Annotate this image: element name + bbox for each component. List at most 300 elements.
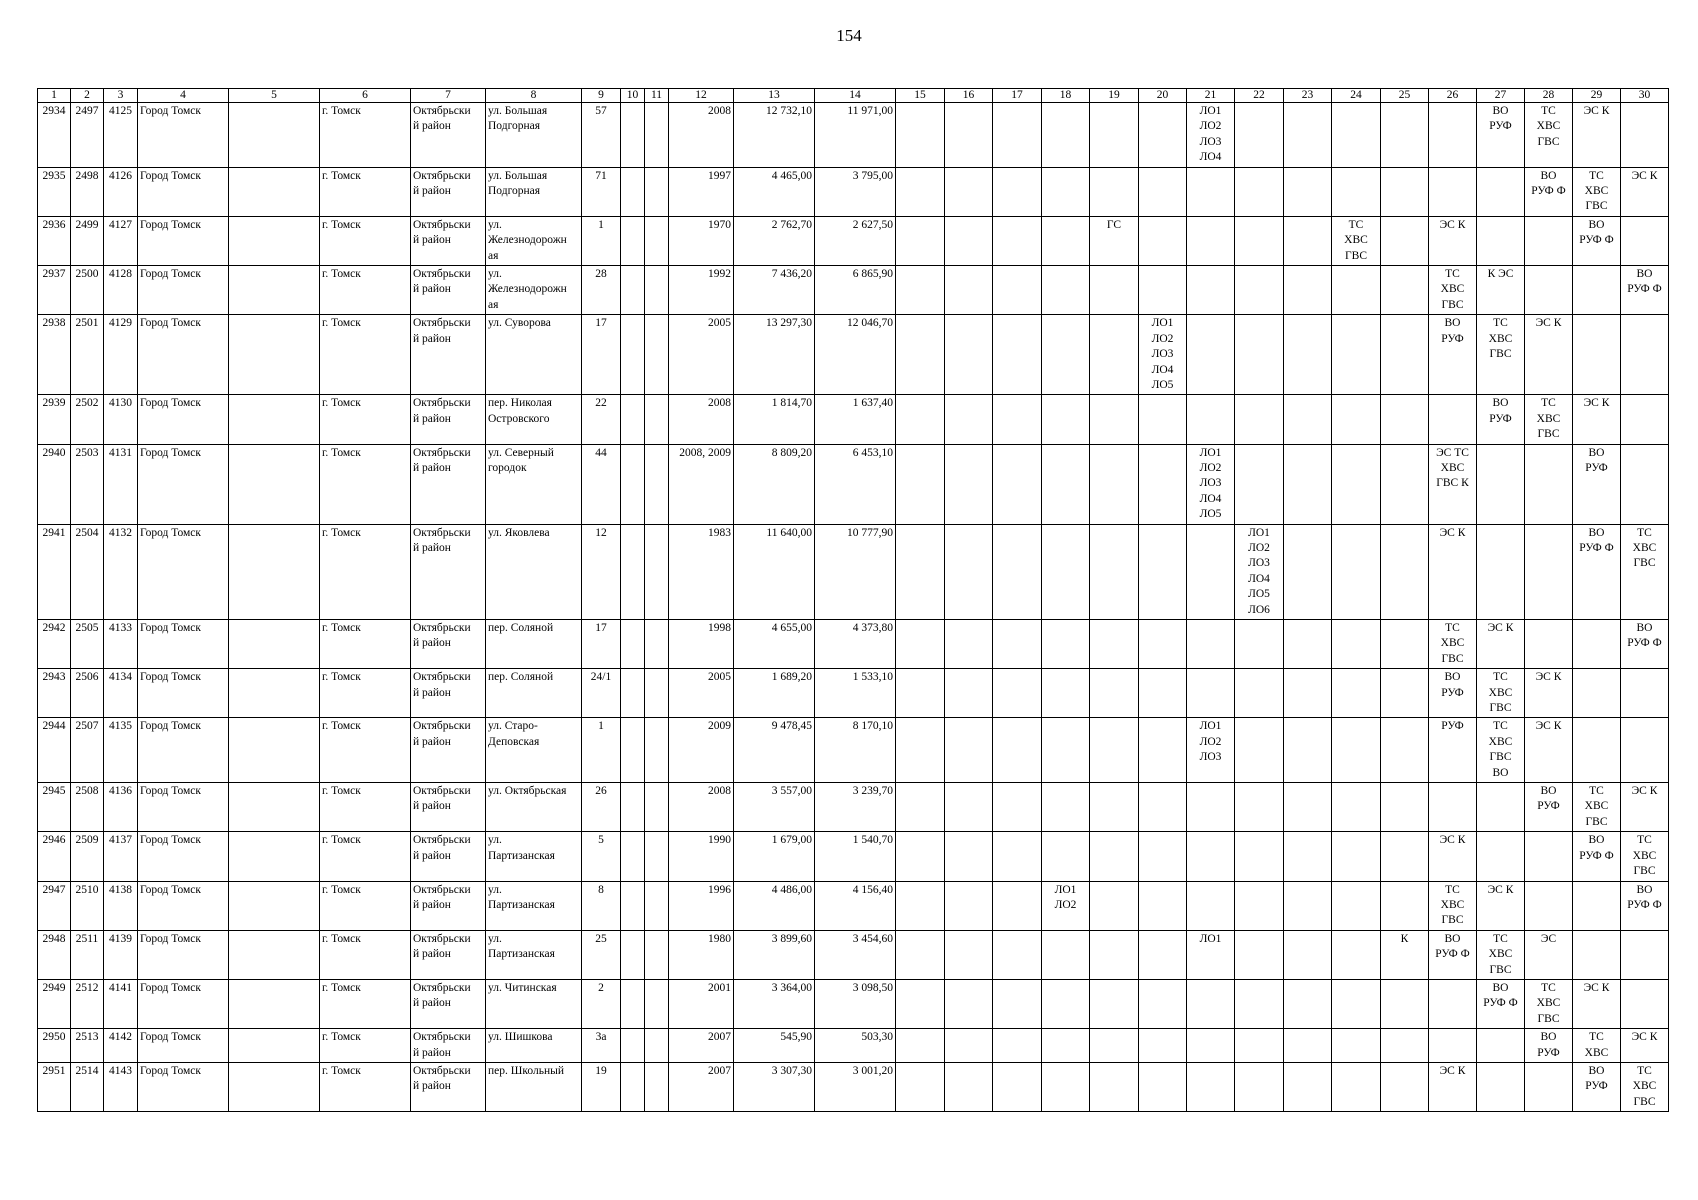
table-cell: ЭС К [1429, 1062, 1477, 1111]
table-cell [896, 620, 945, 669]
table-row [38, 216, 1669, 265]
table-cell [1042, 832, 1090, 881]
table-cell: ул. Большая Подгорная [486, 103, 582, 168]
table-cell [1090, 832, 1139, 881]
table-cell [945, 315, 993, 395]
table-cell [1332, 620, 1381, 669]
table-cell: 2934 [38, 103, 71, 168]
table-cell: 4137 [104, 832, 138, 881]
table-cell: 1997 [669, 167, 734, 216]
table-cell: Октябрьски й район [411, 718, 486, 783]
column-header-1: 1 [38, 89, 71, 103]
table-cell [1042, 524, 1090, 619]
table-cell [229, 167, 320, 216]
table-cell [1573, 266, 1621, 315]
table-cell [1621, 930, 1669, 979]
table-cell: Город Томск [138, 832, 229, 881]
table-cell: Октябрьски й район [411, 103, 486, 168]
table-row [38, 444, 1669, 524]
table-cell [1139, 216, 1187, 265]
table-cell [1139, 266, 1187, 315]
table-cell: ЛО1 ЛО2 ЛО3 ЛО4 [1187, 103, 1235, 168]
table-row [38, 881, 1669, 930]
table-cell: пер. Школьный [486, 1062, 582, 1111]
table-cell: Город Томск [138, 103, 229, 168]
table-cell: 1 540,70 [815, 832, 896, 881]
table-cell [945, 979, 993, 1028]
table-cell [945, 103, 993, 168]
table-cell [229, 315, 320, 395]
table-cell: 4126 [104, 167, 138, 216]
column-header-19: 19 [1090, 89, 1139, 103]
table-cell: Октябрьски й район [411, 979, 486, 1028]
table-cell [1621, 718, 1669, 783]
table-cell: 26 [582, 783, 621, 832]
table-cell [1090, 783, 1139, 832]
table-cell [229, 979, 320, 1028]
table-cell: 2502 [71, 395, 104, 444]
table-cell: ТС ХВС ГВС [1477, 930, 1525, 979]
table-cell [1090, 881, 1139, 930]
table-cell [645, 718, 669, 783]
table-cell: ЛО1 [1187, 930, 1235, 979]
column-header-28: 28 [1525, 89, 1573, 103]
table-cell: ЛО1 ЛО2 [1042, 881, 1090, 930]
table-cell [645, 216, 669, 265]
table-cell: 8 170,10 [815, 718, 896, 783]
table-cell: 2947 [38, 881, 71, 930]
table-cell: ЛО1 ЛО2 ЛО3 ЛО4 ЛО5 [1139, 315, 1187, 395]
table-cell: 2501 [71, 315, 104, 395]
table-cell: ЭС К [1477, 620, 1525, 669]
table-cell [993, 881, 1042, 930]
table-cell [1139, 669, 1187, 718]
table-cell [1621, 669, 1669, 718]
table-cell: Город Томск [138, 1029, 229, 1063]
column-header-14: 14 [815, 89, 896, 103]
table-cell: г. Томск [320, 783, 411, 832]
table-cell: 2951 [38, 1062, 71, 1111]
table-cell: 44 [582, 444, 621, 524]
table-cell [1429, 167, 1477, 216]
table-cell: 1998 [669, 620, 734, 669]
table-cell: ЭС К [1429, 832, 1477, 881]
table-cell: 2001 [669, 979, 734, 1028]
table-cell [1332, 881, 1381, 930]
table-cell [1381, 832, 1429, 881]
table-cell [1284, 524, 1332, 619]
table-cell: Город Томск [138, 783, 229, 832]
table-row [38, 167, 1669, 216]
table-cell: ВО РУФ Ф [1573, 832, 1621, 881]
table-cell [1332, 979, 1381, 1028]
table-cell [993, 669, 1042, 718]
table-cell: Октябрьски й район [411, 783, 486, 832]
table-cell [1332, 832, 1381, 881]
table-cell [993, 315, 1042, 395]
table-cell: г. Томск [320, 167, 411, 216]
table-row [38, 718, 1669, 783]
table-cell: Город Томск [138, 524, 229, 619]
table-cell [1235, 832, 1284, 881]
table-cell: 2511 [71, 930, 104, 979]
table-cell [1187, 216, 1235, 265]
table-cell: 2008 [669, 103, 734, 168]
table-cell: 4128 [104, 266, 138, 315]
table-cell [1187, 783, 1235, 832]
table-cell: 4 465,00 [734, 167, 815, 216]
table-cell [993, 395, 1042, 444]
table-cell [945, 669, 993, 718]
table-cell [945, 167, 993, 216]
table-cell: 2942 [38, 620, 71, 669]
table-cell: 13 297,30 [734, 315, 815, 395]
table-cell [1139, 524, 1187, 619]
table-cell [645, 881, 669, 930]
table-cell: Город Томск [138, 1062, 229, 1111]
table-cell: 2944 [38, 718, 71, 783]
table-cell [1235, 1062, 1284, 1111]
table-cell: ТС ХВС ГВС [1477, 315, 1525, 395]
table-cell [1090, 266, 1139, 315]
table-cell [1235, 881, 1284, 930]
table-cell: 19 [582, 1062, 621, 1111]
table-cell [945, 1029, 993, 1063]
table-cell [993, 1029, 1042, 1063]
table-cell [1332, 1029, 1381, 1063]
table-cell [1573, 881, 1621, 930]
table-cell: г. Томск [320, 1029, 411, 1063]
table-cell: 3 364,00 [734, 979, 815, 1028]
table-cell: ГС [1090, 216, 1139, 265]
table-cell: 1990 [669, 832, 734, 881]
table-cell [993, 216, 1042, 265]
table-cell: 8 809,20 [734, 444, 815, 524]
column-header-16: 16 [945, 89, 993, 103]
table-cell [621, 266, 645, 315]
table-cell: г. Томск [320, 395, 411, 444]
table-cell [645, 167, 669, 216]
table-cell [945, 718, 993, 783]
table-cell: ВО РУФ Ф [1477, 979, 1525, 1028]
table-cell [1573, 669, 1621, 718]
table-cell [1429, 1029, 1477, 1063]
table-cell [621, 718, 645, 783]
table-cell: 6 865,90 [815, 266, 896, 315]
table-cell [229, 718, 320, 783]
table-cell [1284, 718, 1332, 783]
table-cell: ул. Партизанская [486, 881, 582, 930]
table-cell: Город Томск [138, 315, 229, 395]
table-cell: 12 046,70 [815, 315, 896, 395]
column-header-9: 9 [582, 89, 621, 103]
table-cell: Октябрьски й район [411, 395, 486, 444]
column-header-17: 17 [993, 89, 1042, 103]
table-cell: 2940 [38, 444, 71, 524]
table-cell [1381, 620, 1429, 669]
table-cell: 545,90 [734, 1029, 815, 1063]
table-cell [1477, 444, 1525, 524]
table-cell: 1980 [669, 930, 734, 979]
table-cell: ТС ХВС [1573, 1029, 1621, 1063]
table-cell [1621, 444, 1669, 524]
table-cell [896, 395, 945, 444]
table-row [38, 832, 1669, 881]
table-cell: г. Томск [320, 1062, 411, 1111]
table-cell: 2005 [669, 315, 734, 395]
table-cell [1042, 930, 1090, 979]
table-row [38, 930, 1669, 979]
table-cell [1139, 444, 1187, 524]
table-cell [1284, 1062, 1332, 1111]
table-cell [1477, 1062, 1525, 1111]
table-cell [1381, 266, 1429, 315]
table-cell: пер. Соляной [486, 620, 582, 669]
table-cell: г. Томск [320, 669, 411, 718]
table-row [38, 266, 1669, 315]
table-cell: Город Томск [138, 881, 229, 930]
table-cell [621, 216, 645, 265]
column-header-13: 13 [734, 89, 815, 103]
table-cell [1284, 266, 1332, 315]
table-cell: пер. Николая Островского [486, 395, 582, 444]
table-cell: 3 239,70 [815, 783, 896, 832]
table-cell: ВО РУФ [1525, 1029, 1573, 1063]
table-cell [945, 524, 993, 619]
table-cell: Октябрьски й район [411, 832, 486, 881]
table-cell: ТС ХВС ГВС [1332, 216, 1381, 265]
table-cell: 2500 [71, 266, 104, 315]
table-cell: г. Томск [320, 216, 411, 265]
table-cell [1235, 1029, 1284, 1063]
table-cell: ЭС К [1573, 395, 1621, 444]
table-cell: 17 [582, 315, 621, 395]
table-cell: 1 637,40 [815, 395, 896, 444]
table-cell [1090, 395, 1139, 444]
column-header-15: 15 [896, 89, 945, 103]
table-cell [1284, 216, 1332, 265]
table-cell: г. Томск [320, 832, 411, 881]
table-cell: 3 795,00 [815, 167, 896, 216]
table-cell [1381, 524, 1429, 619]
table-cell [1525, 524, 1573, 619]
table-cell [645, 832, 669, 881]
table-cell: 4 373,80 [815, 620, 896, 669]
table-cell [993, 1062, 1042, 1111]
table-cell [1284, 315, 1332, 395]
table-cell [1139, 1029, 1187, 1063]
table-cell [1235, 620, 1284, 669]
table-cell [1042, 1062, 1090, 1111]
table-cell [1042, 103, 1090, 168]
table-row [38, 103, 1669, 168]
table-cell: 5 [582, 832, 621, 881]
table-cell [645, 266, 669, 315]
table-cell: ЭС К [1621, 783, 1669, 832]
table-cell: ТС ХВС ГВС [1525, 979, 1573, 1028]
table-cell: ВО РУФ [1573, 444, 1621, 524]
table-cell [645, 620, 669, 669]
table-cell [1332, 395, 1381, 444]
table-cell: 2948 [38, 930, 71, 979]
table-cell [945, 881, 993, 930]
table-cell: 2935 [38, 167, 71, 216]
table-cell [896, 1029, 945, 1063]
table-cell [645, 1029, 669, 1063]
table-row [38, 669, 1669, 718]
column-header-4: 4 [138, 89, 229, 103]
table-cell: 3 001,20 [815, 1062, 896, 1111]
table-cell: г. Томск [320, 315, 411, 395]
column-header-30: 30 [1621, 89, 1669, 103]
table-cell: 1 [582, 718, 621, 783]
table-cell [1139, 167, 1187, 216]
table-cell: 2498 [71, 167, 104, 216]
table-cell [1139, 620, 1187, 669]
table-cell [896, 930, 945, 979]
table-cell [645, 979, 669, 1028]
table-cell: 4138 [104, 881, 138, 930]
table-cell: 4 655,00 [734, 620, 815, 669]
table-cell: 4 156,40 [815, 881, 896, 930]
table-cell [1381, 315, 1429, 395]
table-cell: ЭС К [1429, 524, 1477, 619]
table-cell: ЛО1 ЛО2 ЛО3 ЛО4 ЛО5 ЛО6 [1235, 524, 1284, 619]
table-cell [229, 620, 320, 669]
table-cell [1573, 315, 1621, 395]
table-cell [1090, 1062, 1139, 1111]
table-cell: ТС ХВС ГВС [1621, 524, 1669, 619]
table-cell [645, 930, 669, 979]
table-cell [621, 524, 645, 619]
table-cell [1332, 524, 1381, 619]
table-cell [1381, 669, 1429, 718]
table-cell [1477, 216, 1525, 265]
table-cell [945, 1062, 993, 1111]
table-cell: 2510 [71, 881, 104, 930]
table-cell: 2007 [669, 1062, 734, 1111]
table-cell [896, 669, 945, 718]
table-cell [1235, 669, 1284, 718]
table-cell [1284, 1029, 1332, 1063]
column-header-18: 18 [1042, 89, 1090, 103]
table-cell: 2949 [38, 979, 71, 1028]
table-cell: 3 557,00 [734, 783, 815, 832]
table-cell: ЭС К [1525, 669, 1573, 718]
table-cell [1621, 979, 1669, 1028]
table-cell: 4125 [104, 103, 138, 168]
table-cell: г. Томск [320, 881, 411, 930]
table-cell: ЛО1 ЛО2 ЛО3 ЛО4 ЛО5 [1187, 444, 1235, 524]
table-cell [229, 1029, 320, 1063]
table-cell [621, 167, 645, 216]
table-row [38, 1062, 1669, 1111]
column-header-3: 3 [104, 89, 138, 103]
table-cell: ТС ХВС ГВС [1525, 395, 1573, 444]
table-cell [1284, 832, 1332, 881]
table-cell [1525, 881, 1573, 930]
table-cell: 2007 [669, 1029, 734, 1063]
table-cell: 2509 [71, 832, 104, 881]
table-cell: 4135 [104, 718, 138, 783]
table-row [38, 620, 1669, 669]
table-cell [1332, 266, 1381, 315]
table-cell: ВО РУФ Ф [1525, 167, 1573, 216]
page-number: 154 [836, 26, 862, 45]
table-cell [1139, 783, 1187, 832]
table-cell: 4 486,00 [734, 881, 815, 930]
table-cell [896, 266, 945, 315]
table-cell [1284, 930, 1332, 979]
table-row [38, 783, 1669, 832]
table-cell [1187, 1029, 1235, 1063]
table-cell: Октябрьски й район [411, 881, 486, 930]
table-cell [896, 979, 945, 1028]
table-cell: Октябрьски й район [411, 620, 486, 669]
table-cell [993, 103, 1042, 168]
table-cell: Город Томск [138, 979, 229, 1028]
table-cell: г. Томск [320, 930, 411, 979]
table-cell [1139, 718, 1187, 783]
table-cell [896, 216, 945, 265]
table-cell [1042, 718, 1090, 783]
table-cell: пер. Соляной [486, 669, 582, 718]
table-cell: ул. Октябрьская [486, 783, 582, 832]
table-cell [621, 395, 645, 444]
table-cell: 1970 [669, 216, 734, 265]
table-cell: 3 307,30 [734, 1062, 815, 1111]
table-cell [645, 103, 669, 168]
table-cell [229, 266, 320, 315]
table-cell [1573, 930, 1621, 979]
table-cell [229, 783, 320, 832]
table-cell [645, 783, 669, 832]
table-cell: 24/1 [582, 669, 621, 718]
table-cell [945, 266, 993, 315]
table-cell: ул. Читинская [486, 979, 582, 1028]
table-cell: Город Томск [138, 395, 229, 444]
table-cell: ЭС К [1525, 718, 1573, 783]
table-cell [1621, 315, 1669, 395]
table-cell: ул. Шишкова [486, 1029, 582, 1063]
table-cell: 3 098,50 [815, 979, 896, 1028]
table-cell [1235, 930, 1284, 979]
table-cell: Город Томск [138, 266, 229, 315]
table-cell [993, 979, 1042, 1028]
table-cell: ВО РУФ [1429, 315, 1477, 395]
table-row [38, 1029, 1669, 1063]
table-cell: ул. Старо- Деповская [486, 718, 582, 783]
table-cell [1381, 979, 1429, 1028]
table-cell [1042, 216, 1090, 265]
table-cell [896, 167, 945, 216]
table-cell [621, 832, 645, 881]
column-header-20: 20 [1139, 89, 1187, 103]
table-cell: 4131 [104, 444, 138, 524]
table-cell [1332, 930, 1381, 979]
table-cell: 10 777,90 [815, 524, 896, 619]
table-cell [1284, 620, 1332, 669]
table-cell: 3а [582, 1029, 621, 1063]
table-cell [1381, 216, 1429, 265]
table-cell: ЭС [1525, 930, 1573, 979]
table-cell: 1983 [669, 524, 734, 619]
table-cell [993, 444, 1042, 524]
table-cell: Октябрьски й район [411, 266, 486, 315]
table-cell: ул. Северный городок [486, 444, 582, 524]
table-cell [1090, 315, 1139, 395]
table-cell: г. Томск [320, 103, 411, 168]
